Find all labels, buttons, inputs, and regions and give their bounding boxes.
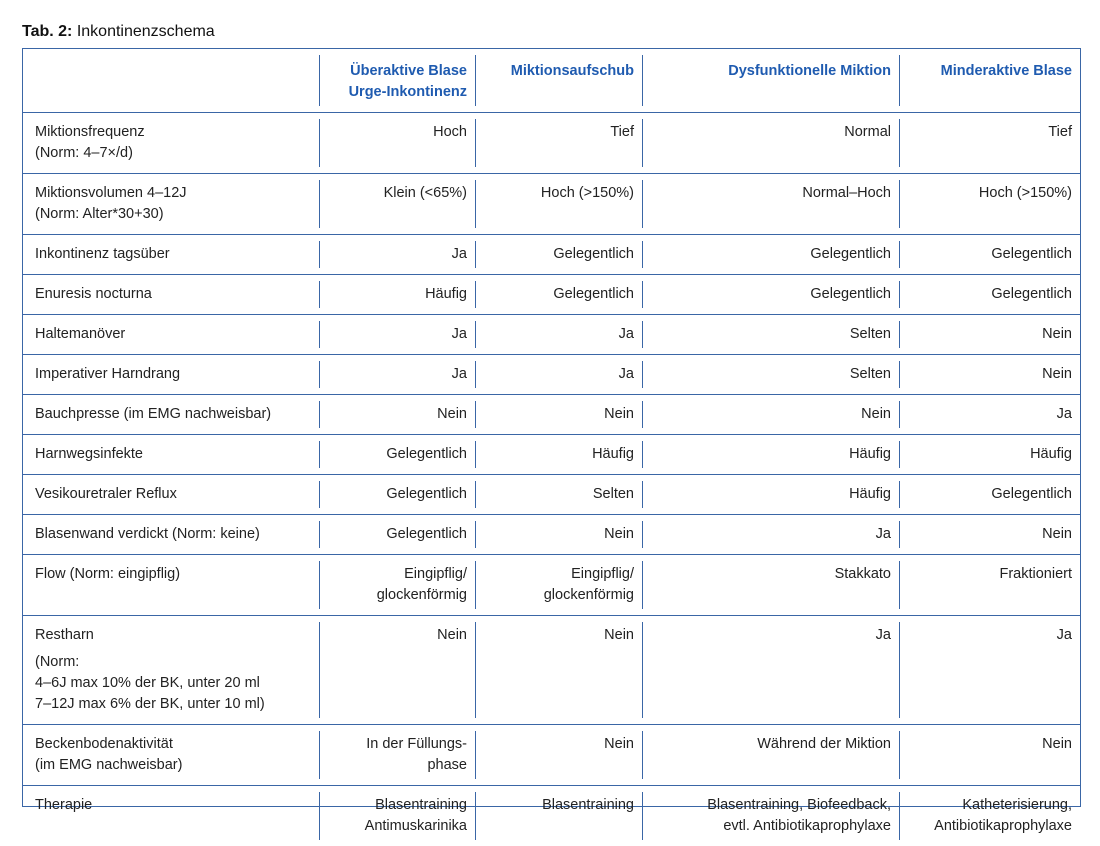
cell-value-line: Hoch (>150%)	[485, 183, 634, 204]
value-cell	[475, 555, 642, 616]
cell-value-line: Ja	[909, 404, 1072, 425]
row-label-cell	[23, 515, 319, 555]
cell-value-line: evtl. Antibiotikaprophylaxe	[652, 816, 891, 837]
value-cell	[475, 395, 642, 435]
value-cell	[642, 515, 899, 555]
table-row	[23, 315, 1080, 355]
cell-value-line: Klein (<65%)	[329, 183, 467, 204]
header-empty-cell	[23, 49, 319, 113]
row-label-line: (Norm:	[35, 652, 311, 673]
row-label-cell	[23, 395, 319, 435]
value-cell	[642, 555, 899, 616]
cell-value-line: Ja	[329, 324, 467, 345]
value-cell	[319, 555, 475, 616]
cell-value-line: Gelegentlich	[485, 284, 634, 305]
cell-value-line: Nein	[485, 625, 634, 646]
row-label-cell	[23, 275, 319, 315]
cell-value-line: Selten	[485, 484, 634, 505]
cell-value-line: Ja	[329, 244, 467, 265]
value-cell	[475, 616, 642, 725]
table-row	[23, 235, 1080, 275]
value-cell	[319, 616, 475, 725]
value-cell	[899, 475, 1080, 515]
value-cell	[642, 435, 899, 475]
row-label-line: Beckenbodenaktivität	[35, 734, 311, 755]
row-label-line: Restharn	[35, 625, 311, 646]
value-cell	[319, 515, 475, 555]
value-cell	[475, 725, 642, 786]
table-row	[23, 725, 1080, 786]
row-label-line: (Norm: 4–7×/d)	[35, 143, 311, 164]
row-label-cell	[23, 616, 319, 725]
cell-value-line: Gelegentlich	[329, 484, 467, 505]
value-cell	[475, 515, 642, 555]
cell-value-line: Nein	[909, 734, 1072, 755]
value-cell	[475, 235, 642, 275]
value-cell	[475, 275, 642, 315]
row-label-cell	[23, 435, 319, 475]
value-cell	[899, 555, 1080, 616]
value-cell	[899, 515, 1080, 555]
cell-value-line: Blasentraining	[329, 795, 467, 816]
cell-value-line: Häufig	[652, 444, 891, 465]
value-cell	[899, 275, 1080, 315]
value-cell	[642, 113, 899, 174]
row-label-line: Enuresis nocturna	[35, 284, 311, 305]
value-cell	[642, 355, 899, 395]
header-ueberaktive-blase	[319, 49, 475, 113]
cell-value-line: glockenförmig	[485, 585, 634, 606]
value-cell	[642, 475, 899, 515]
value-cell	[899, 235, 1080, 275]
row-label-line: 7–12J max 6% der BK, unter 10 ml)	[35, 694, 311, 715]
header-miktionsaufschub: Miktionsaufschub	[475, 49, 642, 113]
table-row	[23, 515, 1080, 555]
cell-value-line: Katheterisierung,	[909, 795, 1072, 816]
value-cell	[475, 315, 642, 355]
cell-value-line: Nein	[652, 404, 891, 425]
cell-value-line: Nein	[909, 324, 1072, 345]
cell-value-line: Blasentraining, Biofeedback,	[652, 795, 891, 816]
cell-value-line: Gelegentlich	[329, 524, 467, 545]
cell-value-line: Häufig	[652, 484, 891, 505]
row-label-cell	[23, 786, 319, 846]
value-cell	[475, 113, 642, 174]
cell-value-line: Eingipflig/	[329, 564, 467, 585]
row-label-line: Harnwegsinfekte	[35, 444, 311, 465]
cell-value-line: Gelegentlich	[329, 444, 467, 465]
header-col1-line1: Überaktive Blase	[329, 61, 467, 82]
value-cell	[642, 235, 899, 275]
table-row	[23, 786, 1080, 846]
row-label-line: (im EMG nachweisbar)	[35, 755, 311, 776]
incontinence-table	[23, 49, 1080, 846]
value-cell	[319, 174, 475, 235]
cell-value-line: Eingipflig/	[485, 564, 634, 585]
cell-value-line: Tief	[485, 122, 634, 143]
table-row	[23, 475, 1080, 515]
row-label-line: Therapie	[35, 795, 311, 816]
cell-value-line: Selten	[652, 324, 891, 345]
cell-value-line: Stakkato	[652, 564, 891, 585]
cell-value-line: In der Füllungs-	[329, 734, 467, 755]
table-caption	[22, 22, 215, 42]
row-label-cell	[23, 355, 319, 395]
value-cell	[319, 786, 475, 846]
value-cell	[899, 174, 1080, 235]
row-label-line: Haltemanöver	[35, 324, 311, 345]
cell-value-line: Normal–Hoch	[652, 183, 891, 204]
cell-value-line: Gelegentlich	[909, 244, 1072, 265]
row-label-cell	[23, 475, 319, 515]
row-label-line: (Norm: Alter*30+30)	[35, 204, 311, 225]
cell-value-line: Häufig	[485, 444, 634, 465]
row-label-line: Imperativer Harndrang	[35, 364, 311, 385]
row-label-cell	[23, 725, 319, 786]
value-cell	[899, 435, 1080, 475]
cell-value-line: Normal	[652, 122, 891, 143]
cell-value-line: Selten	[652, 364, 891, 385]
table-body	[23, 113, 1080, 846]
row-label-line: 4–6J max 10% der BK, unter 20 ml	[35, 673, 311, 694]
row-label-line: Blasenwand verdickt (Norm: keine)	[35, 524, 311, 545]
cell-value-line: Während der Miktion	[652, 734, 891, 755]
value-cell	[642, 275, 899, 315]
cell-value-line: Ja	[485, 364, 634, 385]
value-cell	[642, 315, 899, 355]
cell-value-line: Antibiotikaprophylaxe	[909, 816, 1072, 837]
value-cell	[475, 355, 642, 395]
cell-value-line: Nein	[909, 364, 1072, 385]
cell-value-line: Gelegentlich	[652, 284, 891, 305]
cell-value-line: Nein	[485, 524, 634, 545]
cell-value-line: Hoch (>150%)	[909, 183, 1072, 204]
row-label-cell	[23, 235, 319, 275]
header-col1-line2: Urge-Inkontinenz	[329, 82, 467, 103]
cell-value-line: Nein	[485, 734, 634, 755]
value-cell	[899, 395, 1080, 435]
value-cell	[475, 174, 642, 235]
caption-label: Tab. 2:	[22, 23, 72, 40]
cell-value-line: Blasentraining	[485, 795, 634, 816]
row-label-line: Miktionsvolumen 4–12J	[35, 183, 311, 204]
value-cell	[319, 435, 475, 475]
value-cell	[899, 725, 1080, 786]
value-cell	[899, 355, 1080, 395]
cell-value-line: Nein	[909, 524, 1072, 545]
table-row	[23, 555, 1080, 616]
cell-value-line: Gelegentlich	[652, 244, 891, 265]
row-label-cell	[23, 555, 319, 616]
cell-value-line: Häufig	[329, 284, 467, 305]
cell-value-line: Gelegentlich	[909, 284, 1072, 305]
value-cell	[642, 616, 899, 725]
header-dysfunktionelle-miktion: Dysfunktionelle Miktion	[642, 49, 899, 113]
value-cell	[642, 395, 899, 435]
cell-value-line: Ja	[329, 364, 467, 385]
row-label-line: Inkontinenz tagsüber	[35, 244, 311, 265]
incontinence-table-frame	[22, 48, 1081, 807]
cell-value-line: Ja	[485, 324, 634, 345]
cell-value-line: Nein	[329, 625, 467, 646]
cell-value-line: Ja	[652, 524, 891, 545]
cell-value-line: Hoch	[329, 122, 467, 143]
caption-title: Inkontinenzschema	[77, 23, 215, 40]
value-cell	[319, 275, 475, 315]
row-label-cell	[23, 174, 319, 235]
table-row	[23, 435, 1080, 475]
table-row	[23, 275, 1080, 315]
cell-value-line: Nein	[329, 404, 467, 425]
value-cell	[319, 395, 475, 435]
row-label-cell	[23, 315, 319, 355]
header-minderaktive-blase: Minderaktive Blase	[899, 49, 1080, 113]
cell-value-line: Antimuskarinika	[329, 816, 467, 837]
cell-value-line: Fraktioniert	[909, 564, 1072, 585]
value-cell	[899, 315, 1080, 355]
cell-value-line: Häufig	[909, 444, 1072, 465]
row-label-line: Bauchpresse (im EMG nachweisbar)	[35, 404, 311, 425]
cell-value-line: Ja	[909, 625, 1072, 646]
value-cell	[899, 786, 1080, 846]
table-row	[23, 113, 1080, 174]
value-cell	[899, 113, 1080, 174]
table-row	[23, 395, 1080, 435]
value-cell	[642, 725, 899, 786]
header-row	[23, 49, 1080, 113]
value-cell	[475, 435, 642, 475]
cell-value-line: phase	[329, 755, 467, 776]
value-cell	[642, 786, 899, 846]
cell-value-line: Nein	[485, 404, 634, 425]
value-cell	[319, 315, 475, 355]
value-cell	[319, 475, 475, 515]
value-cell	[475, 475, 642, 515]
cell-value-line: glockenförmig	[329, 585, 467, 606]
table-row	[23, 174, 1080, 235]
row-label-cell	[23, 113, 319, 174]
row-label-line: Flow (Norm: eingipflig)	[35, 564, 311, 585]
cell-value-line: Gelegentlich	[485, 244, 634, 265]
table-row	[23, 616, 1080, 725]
cell-value-line: Ja	[652, 625, 891, 646]
value-cell	[319, 113, 475, 174]
value-cell	[642, 174, 899, 235]
value-cell	[319, 725, 475, 786]
cell-value-line: Gelegentlich	[909, 484, 1072, 505]
value-cell	[475, 786, 642, 846]
table-row	[23, 355, 1080, 395]
value-cell	[319, 355, 475, 395]
value-cell	[899, 616, 1080, 725]
cell-value-line: Tief	[909, 122, 1072, 143]
value-cell	[319, 235, 475, 275]
row-label-line: Vesikouretraler Reflux	[35, 484, 311, 505]
row-label-line: Miktionsfrequenz	[35, 122, 311, 143]
